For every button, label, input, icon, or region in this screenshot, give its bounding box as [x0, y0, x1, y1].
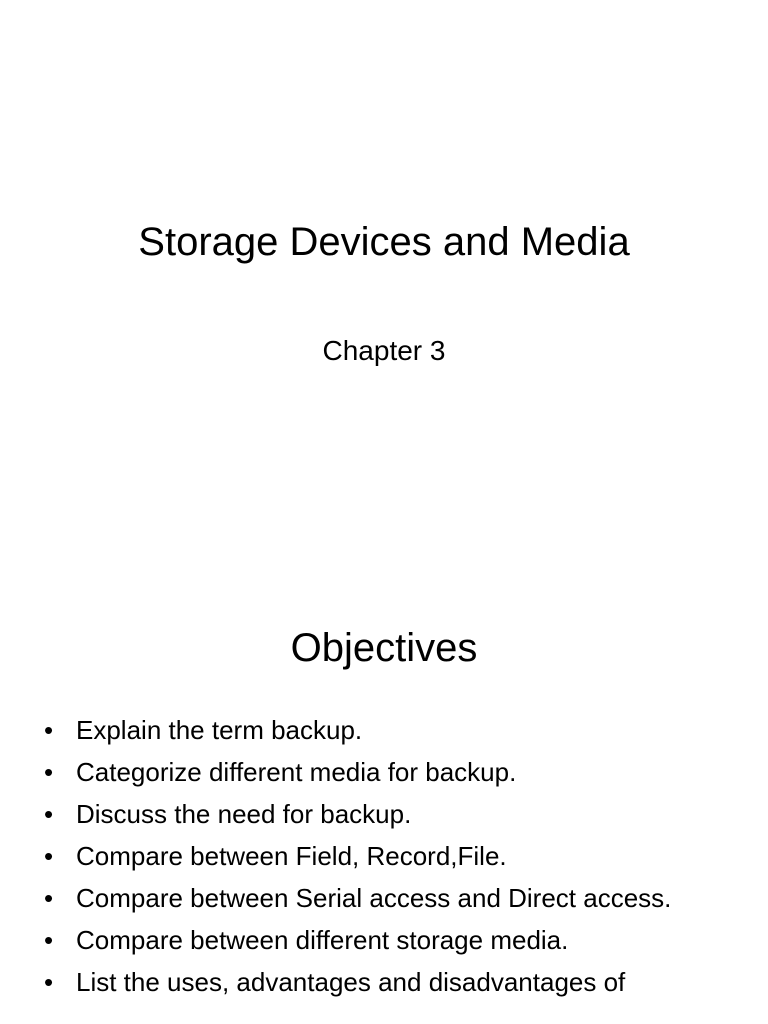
- objectives-slide: [0, 576, 768, 1024]
- list-item: [40, 964, 690, 1000]
- list-item-text: Categorize different media for backup.: [76, 757, 517, 787]
- bullet-icon: •: [44, 757, 54, 787]
- list-item-text: List the uses, advantages and disadvantages of: [76, 967, 626, 997]
- bullet-icon: •: [44, 715, 54, 745]
- objectives-heading: Objectives: [290, 626, 478, 670]
- slide-title: Storage Devices and Media: [138, 220, 630, 264]
- bullet-icon: •: [44, 925, 54, 955]
- list-item: [40, 754, 690, 790]
- slide-subtitle: Chapter 3: [322, 335, 446, 366]
- objectives-list: [40, 712, 690, 1006]
- list-item-text: Discuss the need for backup.: [76, 799, 412, 829]
- list-item: [40, 712, 690, 748]
- bullet-icon: •: [44, 841, 54, 871]
- bullet-icon: •: [44, 799, 54, 829]
- list-item-text: Compare between different storage media.: [76, 925, 569, 955]
- list-item: [40, 796, 690, 832]
- list-item-text: Explain the term backup.: [76, 715, 363, 745]
- list-item-text: Compare between Serial access and Direct access.: [76, 883, 672, 913]
- list-item: [40, 838, 690, 874]
- list-item-text: Compare between Field, Record,File.: [76, 841, 507, 871]
- list-item: [40, 922, 690, 958]
- bullet-icon: •: [44, 967, 54, 997]
- bullet-icon: •: [44, 883, 54, 913]
- list-item: [40, 880, 690, 916]
